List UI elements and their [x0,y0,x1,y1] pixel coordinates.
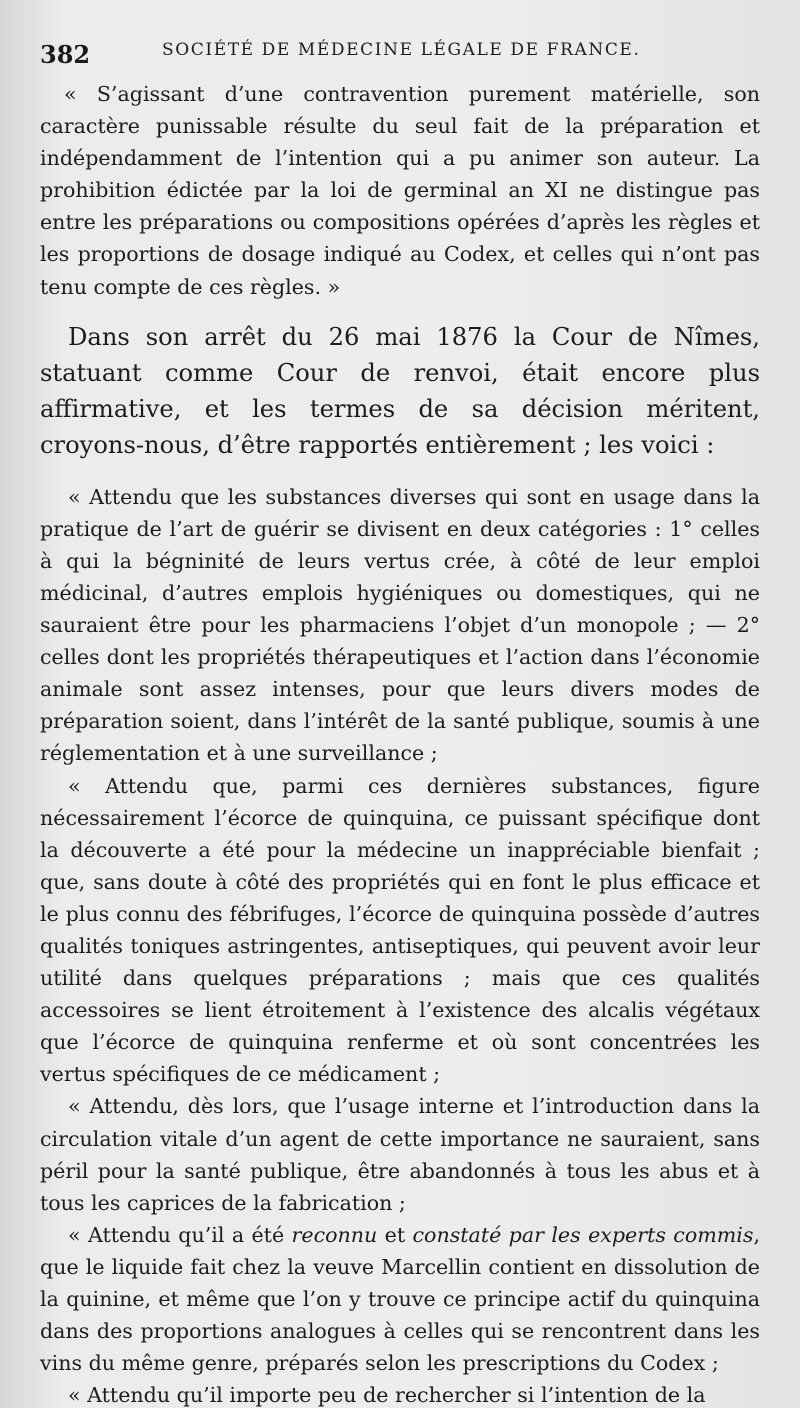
running-head [40,34,760,74]
running-title: SOCIÉTÉ DE MÉDECINE LÉGALE DE FRANCE. [162,40,641,60]
consideration-paragraph: « Attendu que, parmi ces dernières substances, figure nécessairement l’écorce de quinquina, ce puissant spécifique dont la découverte a été pour la médecine un inappréciable bienfait ; que, sans doute à côté des propriétés qui en font le plus efficace et le plus connu des fébrifuges, l’écorce de quinquina possède d’autres qualités toniques astringentes, antiseptiques, qui peuvent avoir leur utilité dans quelques préparations ; mais que ces qualités accessoires se lient étroitement à l’existence des alcalis végétaux que l’écorce de quinquina renferme et où sont concentrées les vertus spécifiques de ce médicament ; [40,773,760,1087]
court-considerations [40,481,760,1408]
lead-paragraph: Dans son arrêt du 26 mai 1876 la Cour de Nîmes, statuant comme Cour de renvoi, était encore plus affirmative, et les termes de sa décision méritent, croyons-nous, d’être rapportés entièrement ; les voici : [40,322,760,459]
quoted-ruling-paragraph: « S’agissant d’une contravention purement matérielle, son caractère punissable résulte du seul fait de la préparation et indépendamment de l’intention qui a pu animer son auteur. La prohibition édictée par la loi de germinal an XI ne distingue pas entre les préparations ou compositions opérées d’après les règles et les proportions de dosage indiqué au Codex, et celles qui n’ont pas tenu compte de ces règles. » [40,82,760,299]
consideration-paragraph [40,1219,760,1379]
italic-phrase: reconnu [291,1222,378,1247]
lead-paragraph-block [40,319,760,463]
quoted-ruling [40,78,760,303]
italic-phrase: constaté par les experts commis [412,1222,754,1247]
consideration-text: et [377,1222,413,1247]
consideration-paragraph: « Attendu que les substances diverses qui sont en usage dans la pratique de l’art de guérir se divisent en deux catégories : 1° celles à qui la bégninité de leurs vertus crée, à côté de leur emploi médicinal, d’autres emplois hygiéniques ou domestiques, qui ne sauraient être pour les pharmaciens l’objet d’un monopole ; — 2° celles dont les propriétés thérapeutiques et l’action dans l’économie animale sont assez intenses, pour que leurs divers modes de préparation soient, dans l’intérêt de la santé publique, soumis à une réglementation et à une surveillance ; [40,484,760,766]
consideration-text: « Attendu qu’il a été [68,1222,292,1247]
consideration-paragraph: « Attendu qu’il importe peu de rechercher si l’intention de la [68,1383,706,1408]
consideration-text: , que le liquide fait chez la veuve Marcellin contient en dissolution de la quinine, et même que l’on y trouve ce principe actif du quinquina dans des proportions analogues à celles qui se rencontrent dans les vins du même genre, préparés selon les prescriptions du Codex ; [40,1222,760,1376]
consideration-paragraph: « Attendu, dès lors, que l’usage interne et l’introduction dans la circulation vitale d’un agent de cette importance ne sauraient, sans péril pour la santé publique, être abandonnés à tous les abus et à tous les caprices de la fabrication ; [40,1094,760,1215]
page-text [40,78,760,1408]
page-number: 382 [40,40,91,69]
